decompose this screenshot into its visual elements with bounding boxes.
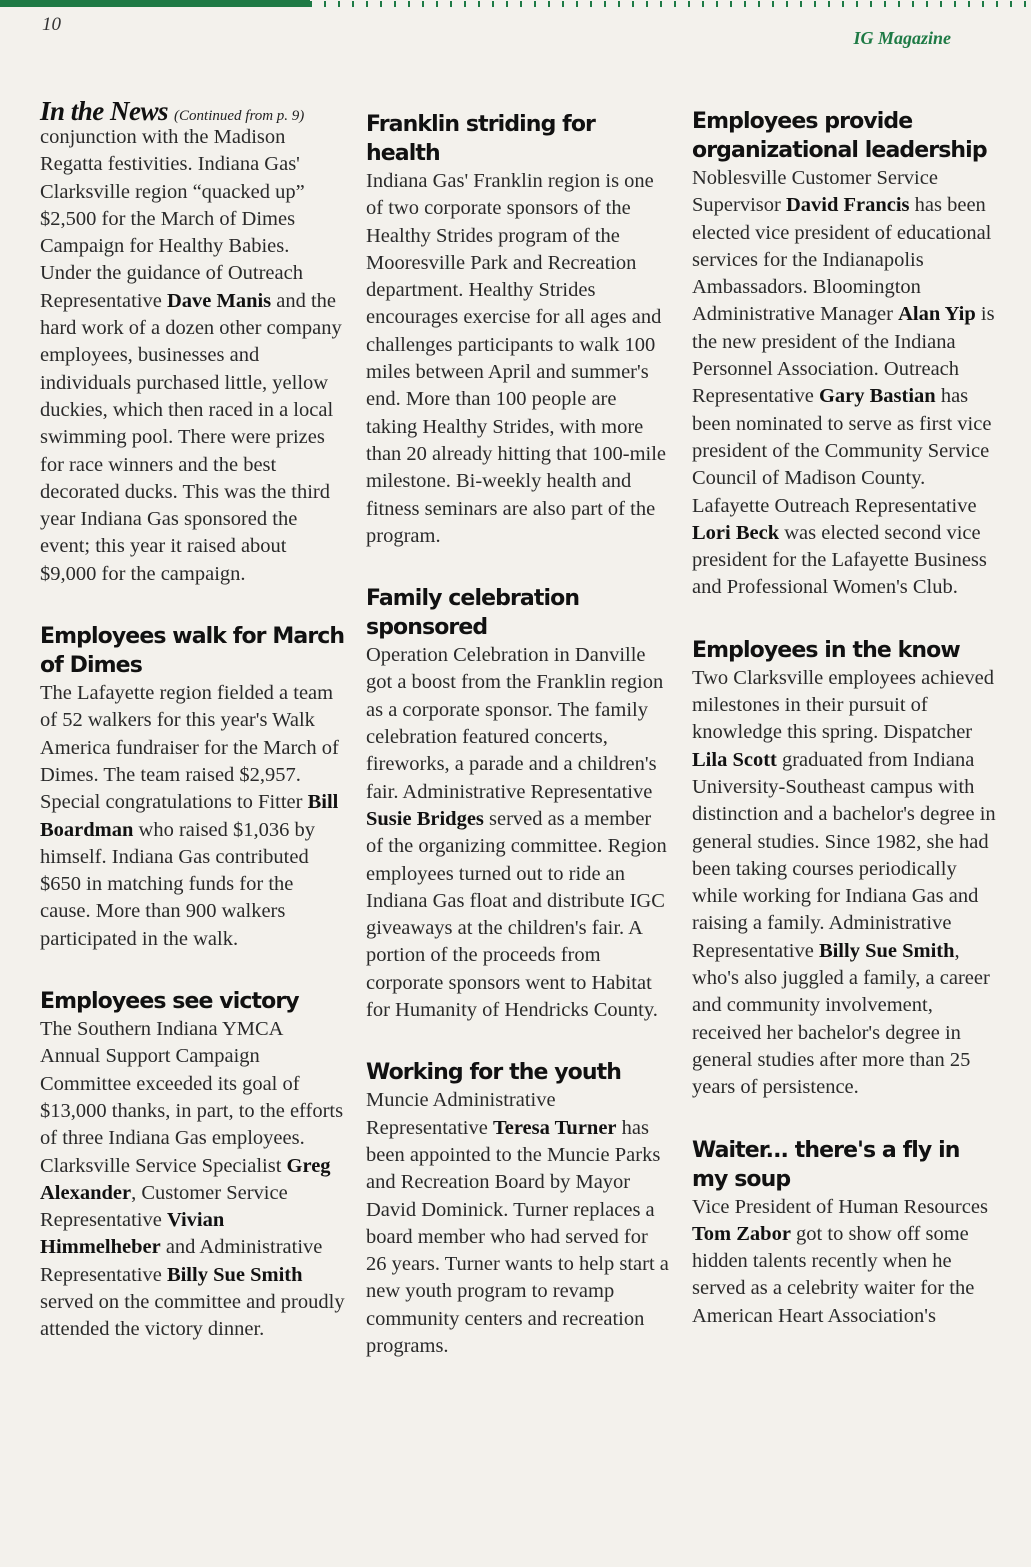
magazine-title: IG Magazine <box>853 28 951 48</box>
section-kicker: In the News <box>40 96 169 126</box>
article-youth-heading: Working for the youth <box>366 1060 622 1086</box>
article-know-body: Two Clarksville employees achieved milestones in their pursuit of knowledge this spring. Dispatcher Lila Scott graduated from Indiana University-Southeast campus with distinction and a bachelor's degree in general studies. Since 1982, she had been taking courses periodically while working for Indiana Gas and raising a family. Administrative Representative Billy Sue Smith, who's also juggled a family, a career and community involvement, received her bachelor's degree in general studies after more than 25 years of persistence. <box>692 666 996 1099</box>
top-tick-rule <box>310 1 1031 7</box>
column-3 <box>692 107 997 1364</box>
continued-note: (Continued from p. 9) <box>174 108 305 124</box>
article-walk-body: The Lafayette region fielded a team of 52 walkers for this year's Walk America fundraiser for the March of Dimes. The team raised $2,957. Special congratulations to Fitter Bill Boardman who raised $1,036 by himself. Indiana Gas contributed $650 in matching funds for the cause. More than 900 walkers participated in the walk. <box>40 682 339 950</box>
article-victory-heading: Employees see victory <box>40 989 299 1015</box>
article-walk-heading: Employees walk for March of Dimes <box>40 624 345 679</box>
page-number: 10 <box>42 14 61 35</box>
article-victory-body: The Southern Indiana YMCA Annual Support Campaign Committee exceeded its goal of $13,000 thanks, in part, to the efforts of three Indiana Gas employees. Clarksville Service Specialist Greg Alexander, Customer Service Representative Vivian Himmelheber and Administrative Representative Billy Sue Smith served on the committee and proudly attended the victory dinner. <box>40 1018 345 1341</box>
article-know-heading: Employees in the know <box>692 637 960 663</box>
article-waiter-body: Vice President of Human Resources Tom Zabor got to show off some hidden talents recently when he served as a celebrity waiter for the American Heart Association's <box>692 1195 988 1327</box>
article-family-body: Operation Celebration in Danville got a boost from the Franklin region as a corporate sponsor. The family celebration featured concerts, fireworks, a parade and a children's fair. Administrative Representative Susie Bridges served as a member of the organizing committee. Region employees turned out to ride an Indiana Gas float and distribute IGC giveaways at the children's fair. A portion of the proceeds from corporate sponsors went to Habitat for Humanity of Hendricks County. <box>366 644 667 1022</box>
article-waiter-heading: Waiter... there's a fly in my soup <box>692 1137 960 1192</box>
column-1 <box>40 96 345 1378</box>
article-franklin-body: Indiana Gas' Franklin region is one of two corporate sponsors of the Healthy Strides program of the Mooresville Park and Recreation department. Healthy Strides encourages exercise for all ages and challenges participants to walk 100 miles between April and summer's end. More than 100 people are taking Healthy Strides, with more than 20 already hitting that 100-mile milestone. Bi-weekly health and fitness seminars are also part of the program. <box>366 170 667 547</box>
article-leadership-body: Noblesville Customer Service Supervisor David Francis has been elected vice president of educational services for the Indianapolis Ambassadors. Bloomington Administrative Manager Alan Yip is the new president of the Indiana Personnel Association. Outreach Representative Gary Bastian has been nominated to serve as first vice president of the Community Service Council of Madison County. Lafayette Outreach Representative Lori Beck was elected second vice president for the Lafayette Business and Professional Women's Club. <box>692 167 995 599</box>
in-the-news-header <box>40 96 345 127</box>
article-franklin-heading: Franklin striding for health <box>366 112 596 166</box>
article-youth-body: Muncie Administrative Representative Teresa Turner has been appointed to the Muncie Parks and Recreation Board by Mayor David Dominick. Turner replaces a board member who had served for 26 years. Turner wants to help start a new youth program to revamp community centers and recreation programs. <box>366 1089 669 1357</box>
article-regatta-body: conjunction with the Madison Regatta festivities. Indiana Gas' Clarksville region “quacked up” $2,500 for the March of Dimes Campaign for Healthy Babies. Under the guidance of Outreach Representative Dave Manis and the hard work of a dozen other company employees, businesses and individuals purchased little, yellow duckies, which then raced in a local swimming pool. There were prizes for race winners and the best decorated ducks. This was the third year Indiana Gas sponsored the event; this year it raised about $9,000 for the campaign. <box>40 126 342 585</box>
column-2 <box>366 110 671 1394</box>
article-family-heading: Family celebration sponsored <box>366 586 580 641</box>
article-leadership-heading: Employees provide organizational leadership <box>692 109 987 163</box>
